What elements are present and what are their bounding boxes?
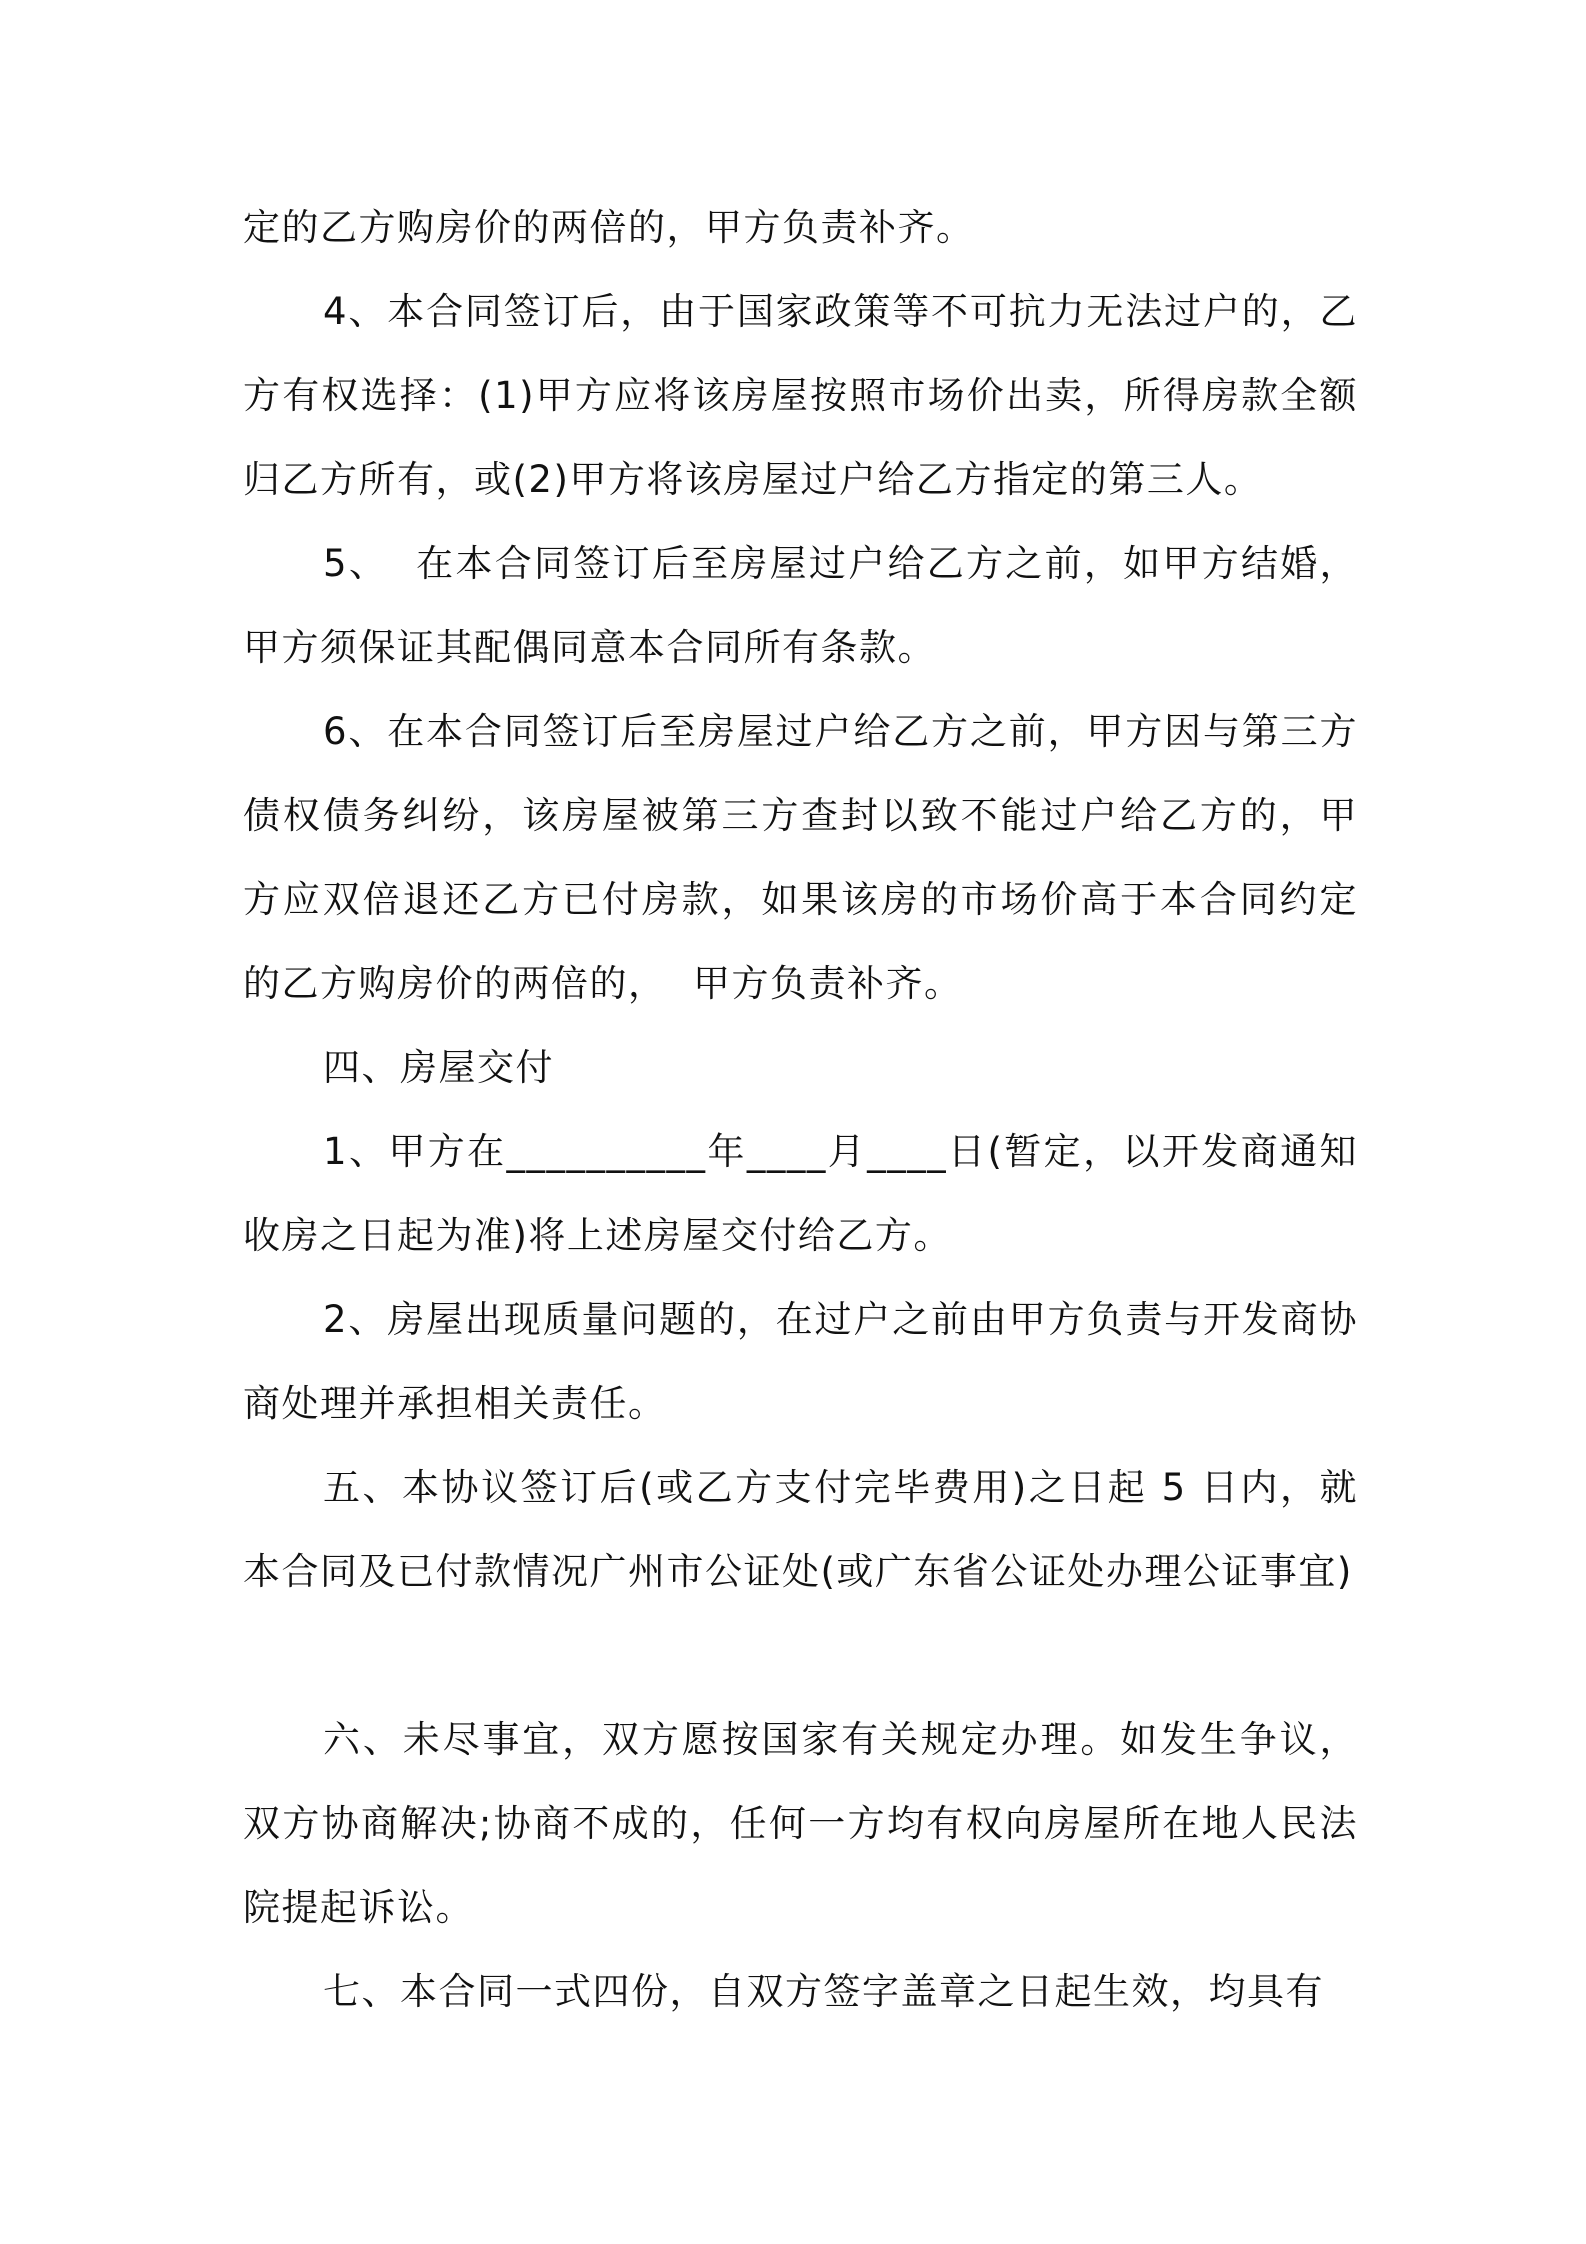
paragraph-continuation: 定的乙方购房价的两倍的，甲方负责补齐。 <box>243 206 975 249</box>
paragraph-section-7: 七、本合同一式四份，自双方签字盖章之日起生效，均具有 <box>323 1970 1324 2013</box>
paragraph-clause-6: 6、在本合同签订后至房屋过户给乙方之前，甲方因与第三方债权债务纠纷，该房屋被第三方查封以致不能过户给乙方的，甲方应双倍退还乙方已付房款，如果该房的市场价高于本合同约定的乙方购房价的两倍的， 甲方负责补齐。 <box>243 710 1358 1005</box>
paragraph-section-5: 五、本协议签订后(或乙方支付完毕费用)之日起 5 日内，就本合同及已付款情况广州市公证处(或广东省公证处办理公证事宜) <box>243 1466 1358 1593</box>
paragraph-clause-5: 5、 在本合同签订后至房屋过户给乙方之前，如甲方结婚，甲方须保证其配偶同意本合同所有条款。 <box>243 542 1358 669</box>
paragraph-section-6: 六、未尽事宜，双方愿按国家有关规定办理。如发生争议，双方协商解决;协商不成的，任何一方均有权向房屋所在地人民法院提起诉讼。 <box>243 1718 1358 1929</box>
paragraph-clause-4: 4、本合同签订后，由于国家政策等不可抗力无法过户的，乙方有权选择：(1)甲方应将该房屋按照市场价出卖，所得房款全额归乙方所有，或(2)甲方将该房屋过户给乙方指定的第三人。 <box>243 290 1358 501</box>
paragraph-delivery-1: 1、甲方在__________年____月____日(暂定，以开发商通知收房之日起为准)将上述房屋交付给乙方。 <box>243 1130 1358 1257</box>
paragraph-delivery-2: 2、房屋出现质量问题的，在过户之前由甲方负责与开发商协商处理并承担相关责任。 <box>243 1298 1358 1425</box>
section-heading-delivery: 四、房屋交付 <box>323 1046 554 1089</box>
